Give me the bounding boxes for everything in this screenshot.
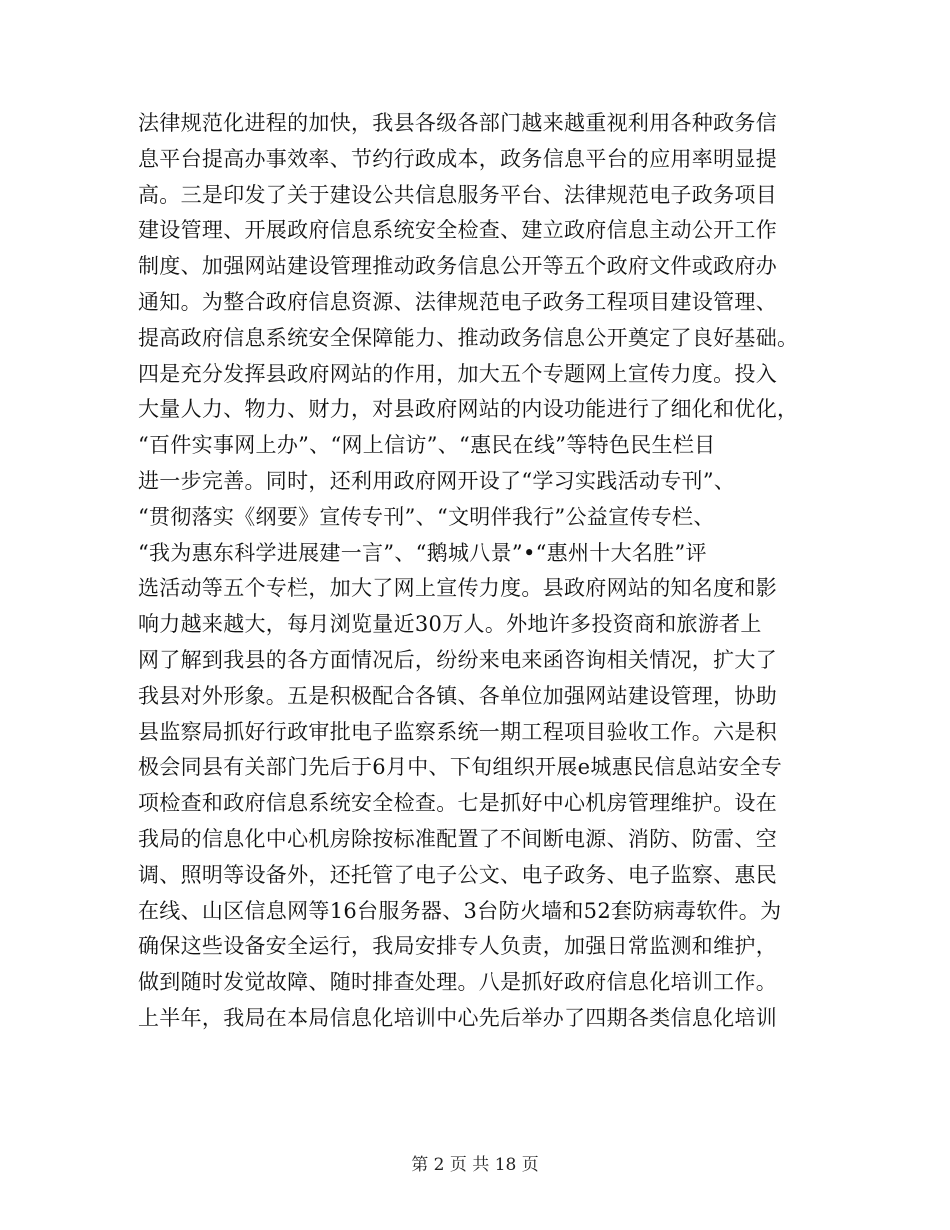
text-line-7: 提高政府信息系统安全保障能力、推动政务信息公开奠定了良好基础。 bbox=[138, 325, 799, 350]
text-line-23: 在线、山区信息网等16台服务器、3台防火墙和52套防病毒软件。为 bbox=[138, 898, 782, 923]
text-line-9: 大量人力、物力、财力，对县政府网站的内设功能进行了细化和优化， bbox=[138, 397, 799, 422]
text-line-14: 选活动等五个专栏，加大了网上宣传力度。县政府网站的知名度和影 bbox=[138, 576, 777, 601]
text-line-11: 进一步完善。同时，还利用政府网开设了“学习实践活动专刊”、 bbox=[138, 468, 736, 493]
text-line-20: 项检查和政府信息系统安全检查。七是抓好中心机房管理维护。设在 bbox=[138, 791, 777, 816]
text-line-17: 我县对外形象。五是积极配合各镇、各单位加强网站建设管理，协助 bbox=[138, 683, 777, 708]
text-line-25: 做到随时发觉故障、随时排查处理。八是抓好政府信息化培训工作。 bbox=[138, 970, 777, 995]
text-line-1: 法律规范化进程的加快，我县各级各部门越来越重视利用各种政务信 bbox=[138, 111, 777, 135]
text-line-6: 通知。为整合政府信息资源、法律规范电子政务工程项目建设管理、 bbox=[138, 289, 777, 314]
page-footer bbox=[0, 1153, 950, 1177]
text-line-26: 上半年，我局在本局信息化培训中心先后举办了四期各类信息化培训 bbox=[138, 1005, 777, 1030]
text-line-2: 息平台提高办事效率、节约行政成本，政务信息平台的应用率明显提 bbox=[138, 146, 777, 171]
text-line-19: 极会同县有关部门先后于6月中、下旬组织开展e城惠民信息站安全专 bbox=[138, 755, 783, 780]
text-line-24: 确保这些设备安全运行，我局安排专人负责，加强日常监测和维护， bbox=[138, 934, 777, 959]
text-line-16: 网了解到我县的各方面情况后，纷纷来电来函咨询相关情况，扩大了 bbox=[138, 647, 777, 672]
body-text bbox=[138, 106, 838, 1037]
text-line-22: 调、照明等设备外，还托管了电子公文、电子政务、电子监察、惠民 bbox=[138, 862, 777, 887]
text-line-4: 建设管理、开展政府信息系统安全检查、建立政府信息主动公开工作 bbox=[138, 218, 777, 243]
text-line-18: 县监察局抓好行政审批电子监察系统一期工程项目验收工作。六是积 bbox=[138, 719, 777, 744]
text-line-10: “百件实事网上办”、“网上信访”、“惠民在线”等特色民生栏目 bbox=[138, 433, 716, 458]
text-line-12: “贯彻落实《纲要》宣传专刊”、“文明伴我行”公益宣传专栏、 bbox=[138, 504, 715, 529]
text-line-21: 我局的信息化中心机房除按标准配置了不间断电源、消防、防雷、空 bbox=[138, 826, 777, 851]
text-line-15: 响力越来越大，每月浏览量近30万人。外地许多投资商和旅游者上 bbox=[138, 612, 762, 637]
text-line-5: 制度、加强网站建设管理推动政务信息公开等五个政府文件或政府办 bbox=[138, 254, 777, 279]
text-line-8: 四是充分发挥县政府网站的作用，加大五个专题网上宣传力度。投入 bbox=[138, 361, 777, 386]
page-number-label: 第 2 页 共 18 页 bbox=[411, 1155, 539, 1175]
text-line-13: “我为惠东科学进展建一言”、“鹅城八景”•“惠州十大名胜”评 bbox=[138, 540, 707, 565]
text-line-3: 高。三是印发了关于建设公共信息服务平台、法律规范电子政务项目 bbox=[138, 182, 777, 207]
